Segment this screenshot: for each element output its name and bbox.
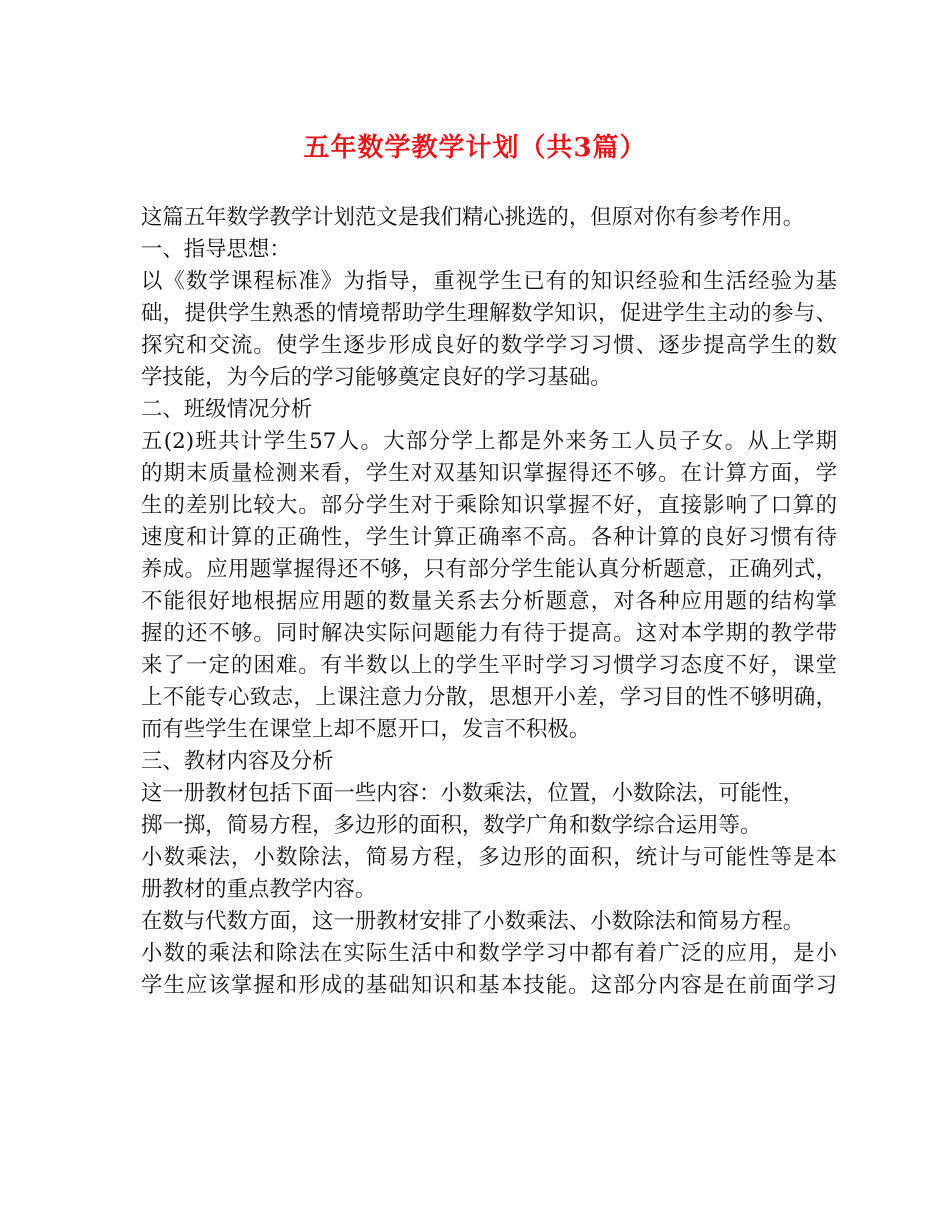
paragraph-line: 的期末质量检测来看，学生对双基知识掌握得还不够。在计算方面，学: [141, 461, 837, 486]
paragraph-line: 来了一定的困难。有半数以上的学生平时学习习惯学习态度不好，课堂: [141, 653, 837, 678]
paragraph-line: 上不能专心致志，上课注意力分散，思想开小差，学习目的性不够明确，: [141, 685, 837, 710]
paragraph-line: 速度和计算的正确性，学生计算正确率不高。各种计算的良好习惯有待: [141, 525, 837, 550]
paragraph-line: 不能很好地根据应用题的数量关系去分析题意，对各种应用题的结构掌: [141, 589, 837, 614]
paragraph-line: 养成。应用题掌握得还不够，只有部分学生能认真分析题意，正确列式，: [141, 557, 837, 582]
paragraph-line: 学生应该掌握和形成的基础知识和基本技能。这部分内容是在前面学习: [141, 973, 837, 998]
paragraph-line: 这篇五年数学教学计划范文是我们精心挑选的，但原对你有参考作用。: [141, 205, 805, 230]
paragraph-line: 小数的乘法和除法在实际生活中和数学学习中都有着广泛的应用，是小: [141, 941, 837, 966]
paragraph-line: 在数与代数方面，这一册教材安排了小数乘法、小数除法和简易方程。: [141, 909, 805, 934]
paragraph-line: 础，提供学生熟悉的情境帮助学生理解数学知识，促进学生主动的参与、: [141, 301, 837, 326]
paragraph-line: 生的差别比较大。部分学生对于乘除知识掌握不好，直接影响了口算的: [141, 493, 837, 518]
paragraph-line: 小数乘法，小数除法，简易方程，多边形的面积，统计与可能性等是本: [141, 845, 837, 870]
paragraph-line: 而有些学生在课堂上却不愿开口，发言不积极。: [141, 717, 591, 742]
document-title: 五年数学教学计划（共3篇）: [303, 133, 647, 163]
paragraph-line: 册教材的重点教学内容。: [141, 877, 377, 902]
paragraph-line: 二、班级情况分析: [141, 397, 313, 422]
paragraph-line: 三、教材内容及分析: [141, 749, 334, 774]
paragraph-line: 探究和交流。使学生逐步形成良好的数学学习习惯、逐步提高学生的数: [141, 333, 837, 358]
paragraph-line: 学技能，为今后的学习能够奠定良好的学习基础。: [141, 365, 612, 390]
paragraph-line: 一、指导思想：: [141, 237, 291, 262]
paragraph-line: 掷一掷，简易方程，多边形的面积，数学广角和数学综合运用等。: [141, 813, 762, 838]
paragraph-line: 握的还不够。同时解决实际问题能力有待于提高。这对本学期的教学带: [141, 621, 837, 646]
paragraph-line: 以《数学课程标准》为指导，重视学生已有的知识经验和生活经验为基: [141, 269, 837, 294]
paragraph-line: 五(2)班共计学生57人。大部分学上都是外来务工人员子女。从上学期: [141, 429, 837, 454]
paragraph-line: 这一册教材包括下面一些内容：小数乘法，位置，小数除法，可能性，: [141, 781, 805, 806]
document-body: [141, 202, 837, 1002]
